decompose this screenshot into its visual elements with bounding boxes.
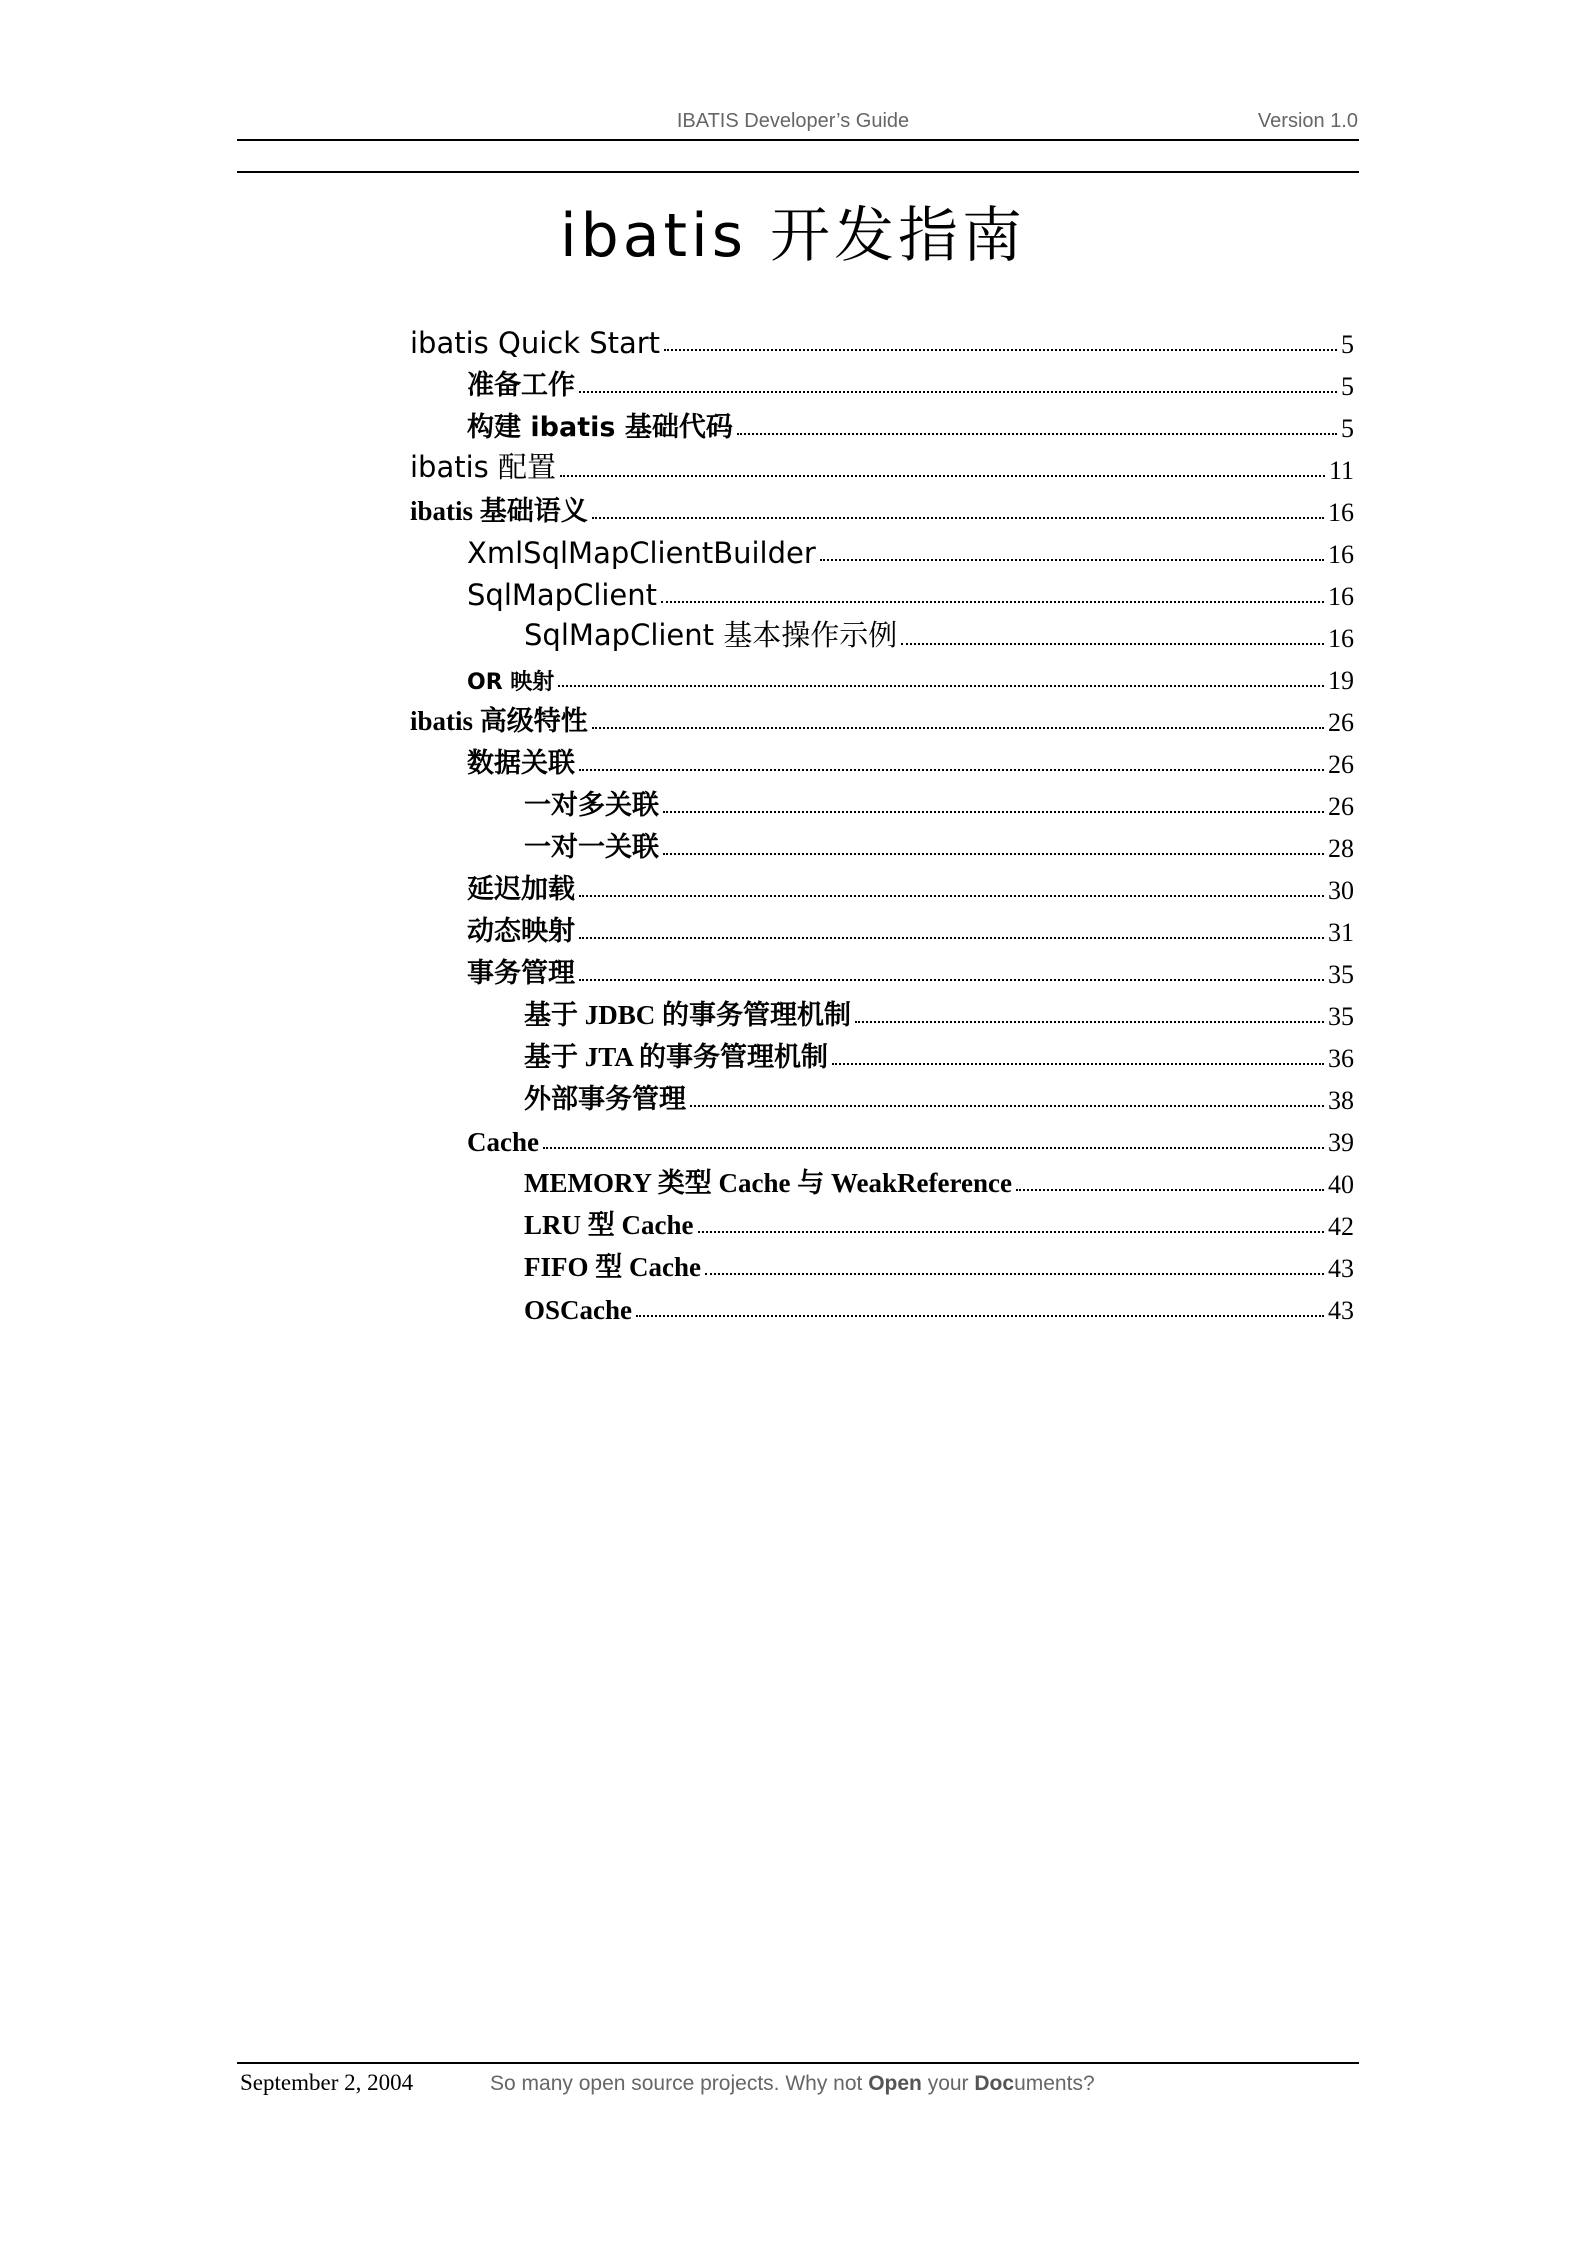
toc-entry[interactable] [410,402,1354,444]
toc-entry-label: 一对一关联 [524,832,659,862]
toc-entry[interactable] [410,780,1354,822]
toc-entry-label: 一对多关联 [524,790,659,820]
footer-tagline-doc: Doc [974,2072,1015,2095]
toc-entry-page-number: 16 [1328,624,1354,653]
toc-entry-page-number: 40 [1328,1170,1354,1199]
toc-dot-leader [664,349,1337,351]
toc-entry[interactable] [410,1074,1354,1116]
toc-entry-page-number: 30 [1328,876,1354,905]
toc-entry-label: 基于 JTA 的事务管理机制 [524,1042,829,1072]
header-doc-title: IBATIS Developer’s Guide [676,110,910,132]
footer-rule [237,2062,1359,2064]
toc-dot-leader [698,1231,1325,1233]
page-title: ibatis 开发指南 [559,201,1027,271]
toc-entry-page-number: 5 [1341,330,1354,359]
toc-entry-page-number: 28 [1328,834,1354,863]
toc-dot-leader [560,475,1325,477]
footer-tagline-part2: your [921,2072,975,2095]
toc-entry[interactable] [410,360,1354,402]
toc-entry[interactable] [410,528,1354,570]
toc-entry-page-number: 43 [1328,1296,1354,1325]
toc-entry-page-number: 35 [1328,1002,1354,1031]
toc-entry[interactable] [410,1032,1354,1074]
toc-entry[interactable] [410,612,1354,654]
toc-entry[interactable] [410,570,1354,612]
toc-entry[interactable] [410,1158,1354,1200]
toc-dot-leader [636,1315,1324,1317]
toc-entry-label: SqlMapClient 基本操作示例 [524,618,898,652]
toc-entry-page-number: 16 [1328,582,1354,611]
toc-dot-leader [832,1063,1324,1065]
toc-entry[interactable] [410,486,1354,528]
toc-entry-page-number: 16 [1328,498,1354,527]
toc-dot-leader [592,727,1324,729]
toc-entry-page-number: 5 [1341,414,1354,443]
toc-dot-leader [543,1147,1324,1149]
toc-entry[interactable] [410,1116,1354,1158]
toc-dot-leader [705,1273,1324,1275]
toc-entry[interactable] [410,444,1354,486]
toc-dot-leader [579,769,1324,771]
toc-entry-page-number: 5 [1341,372,1354,401]
toc-dot-leader [592,517,1324,519]
title-rule [237,171,1359,173]
toc-entry[interactable] [410,654,1354,696]
toc-entry[interactable] [410,990,1354,1032]
toc-entry-label: SqlMapClient [467,578,658,612]
toc-dot-leader [737,433,1337,435]
toc-entry-page-number: 31 [1328,918,1354,947]
toc-entry-label: OSCache [524,1295,632,1325]
toc-entry[interactable] [410,738,1354,780]
toc-entry-page-number: 43 [1328,1254,1354,1283]
toc-dot-leader [855,1021,1324,1023]
header-version: Version 1.0 [1257,110,1358,132]
toc-entry-label: ibatis 基础语义 [410,496,588,526]
toc-entry[interactable] [410,864,1354,906]
toc-entry[interactable] [410,1284,1354,1326]
toc-entry-page-number: 26 [1328,708,1354,737]
toc-dot-leader [663,811,1324,813]
toc-entry-page-number: 42 [1328,1212,1354,1241]
toc-entry-label: ibatis 高级特性 [410,706,588,736]
toc-entry-page-number: 16 [1328,540,1354,569]
toc-entry[interactable] [410,318,1354,360]
toc-entry-page-number: 36 [1328,1044,1354,1073]
toc-entry[interactable] [410,1242,1354,1284]
footer-date: September 2, 2004 [240,2070,414,2095]
toc-entry-label: 基于 JDBC 的事务管理机制 [524,1000,852,1030]
toc-entry-label: ibatis 配置 [410,450,556,484]
toc-dot-leader [663,853,1324,855]
toc-dot-leader [820,559,1324,561]
toc-entry[interactable] [410,696,1354,738]
toc-entry-label: 外部事务管理 [524,1084,686,1114]
toc-dot-leader [579,937,1324,939]
toc-entry-label: LRU 型 Cache [524,1210,694,1240]
toc-entry-page-number: 19 [1328,666,1354,695]
toc-entry-page-number: 38 [1328,1086,1354,1115]
toc-dot-leader [1016,1189,1324,1191]
footer-tagline [490,2072,1095,2096]
footer-tagline-part1: So many open source projects. Why not [490,2072,869,2095]
toc-entry-label: MEMORY 类型 Cache 与 WeakReference [524,1168,1012,1198]
toc-entry-label: 动态映射 [467,916,575,946]
toc-entry-page-number: 26 [1328,750,1354,779]
toc-entry[interactable] [410,1200,1354,1242]
toc-dot-leader [690,1105,1324,1107]
toc-dot-leader [579,979,1324,981]
toc-entry-page-number: 35 [1328,960,1354,989]
toc-entry-label: OR 映射 [467,670,555,695]
toc-entry[interactable] [410,906,1354,948]
toc-dot-leader [901,643,1324,645]
toc-entry-label: 事务管理 [467,958,575,988]
toc-dot-leader [579,895,1324,897]
toc-entry-label: 延迟加载 [467,874,575,904]
toc-entry-page-number: 39 [1328,1128,1354,1157]
toc-entry[interactable] [410,948,1354,990]
toc-dot-leader [661,601,1324,603]
toc-entry-page-number: 26 [1328,792,1354,821]
header-rule [237,139,1359,141]
toc-dot-leader [558,685,1324,687]
toc-entry-label: 数据关联 [467,748,575,778]
toc-entry-label: ibatis Quick Start [410,326,661,360]
toc-entry-label: Cache [467,1127,539,1157]
toc-entry-label: 准备工作 [467,370,575,401]
toc-entry[interactable] [410,822,1354,864]
toc-entry-label: 构建 ibatis 基础代码 [467,412,733,443]
toc-entry-label: FIFO 型 Cache [524,1252,701,1282]
toc-entry-label: XmlSqlMapClientBuilder [467,536,816,570]
footer-tagline-open: Open [868,2072,922,2095]
toc-entry-page-number: 11 [1328,456,1354,485]
toc-dot-leader [579,391,1337,393]
footer-tagline-part3: uments? [1014,2072,1095,2095]
table-of-contents [410,318,1354,1326]
